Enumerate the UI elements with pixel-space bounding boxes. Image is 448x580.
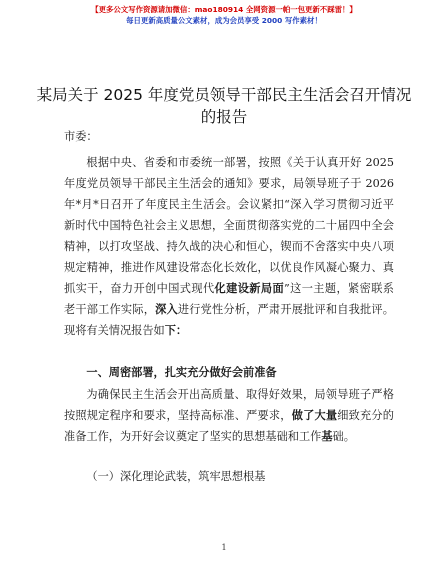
paragraph-preparation-text-3: 础。 [332, 430, 355, 443]
paragraph-intro [64, 152, 394, 362]
paragraph-intro-bold-1: 化建设新局面 [214, 282, 285, 295]
paragraph-preparation-bold-1: 做了大量 [291, 409, 338, 422]
promo-banner [0, 4, 448, 26]
document-title: 某局关于 2025 年度党员领导干部民主生活会召开情况的报告 [36, 86, 412, 126]
paragraph-preparation [64, 384, 394, 447]
banner-line-1: 【更多公文写作资源请加微信：mao180914 全网资源一帕一包更新不踩雷！】 [91, 5, 357, 14]
paragraph-preparation-text: 为确保民主生活会开出高质量、取得好效果，局领导班子严格按照规定程序和要求，坚持高标准、严要求， [64, 388, 394, 422]
paragraph-preparation-text-2: 细致充分的准备工作，为开好会议奠定了坚实的思想基础和工作 [64, 409, 394, 443]
paragraph-intro-text-3: 进行党性分析，严肃开展批评和自我批评。现将有关情况报告如 [64, 303, 394, 337]
subsection-heading-1: （一）深化理论武装，筑牢思想根基 [86, 470, 266, 483]
paragraph-intro-bold-2: 深入 [155, 303, 178, 316]
banner-line-2: 每日更新高质量公文素材，成为会员享受 2000 写作素材！ [126, 16, 322, 25]
salutation: 市委： [64, 130, 98, 143]
paragraph-preparation-bold-2: 基 [321, 430, 333, 443]
section-heading-1: 一、周密部署，扎实充分做好会前准备 [86, 366, 277, 379]
paragraph-intro-bold-3: 下： [164, 324, 188, 337]
page-number: 1 [221, 543, 227, 552]
paragraph-intro-text: 根据中央、省委和市委统一部署，按照《关于认真开好 2025 年度党员领导干部民主生活会的通知》要求，局领导班子于 2026 年*月*日召开了年度民主生活会。会议紧扣“深入学习贯彻习近平新时代中国特色社会主义思想，全面贯彻落实党的二十届四中全会精神，以打攻坚战、持久战的决心和恒心，锲而不舍落实中央八项规定精神，推进作风建设常态化长效化，以优良作风凝心聚力、真抓实干，奋力开创中国式现代 [64, 156, 394, 295]
paragraph-intro-text-2: ”这一主题，紧密联系老干部工作实际， [64, 282, 394, 316]
